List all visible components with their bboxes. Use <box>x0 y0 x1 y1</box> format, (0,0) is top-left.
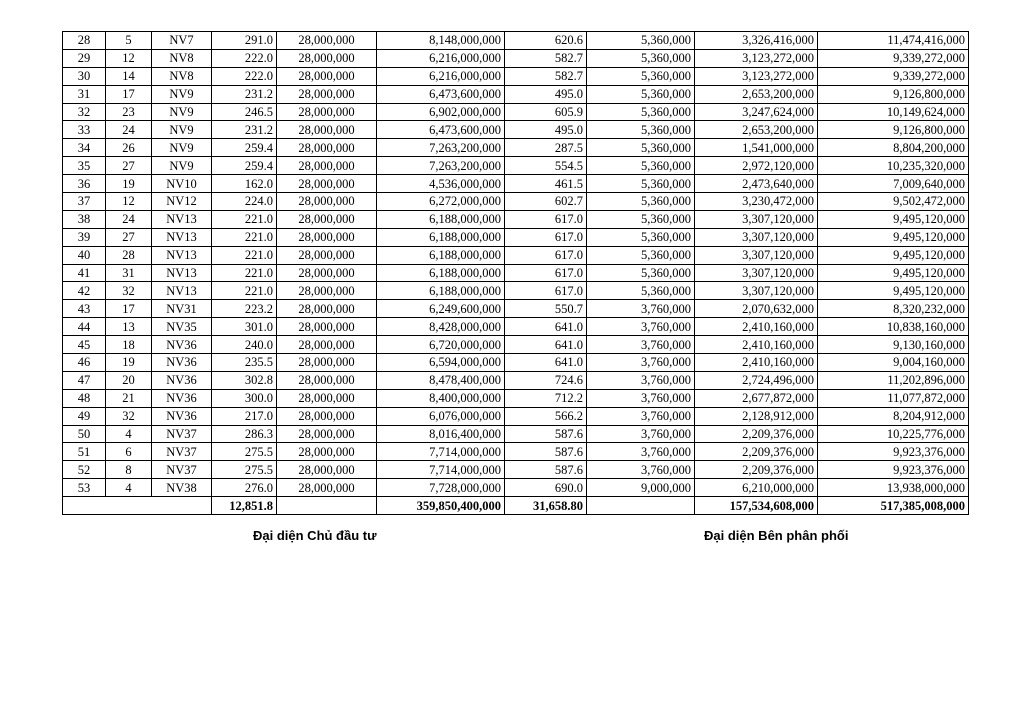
block-cell: NV9 <box>152 121 212 139</box>
built-value-cell: 2,473,640,000 <box>695 175 818 193</box>
built-area-cell: 461.5 <box>505 175 587 193</box>
built-area-cell: 554.5 <box>505 157 587 175</box>
lot-cell: 17 <box>106 300 152 318</box>
total-cell: 9,339,272,000 <box>818 67 969 85</box>
lot-cell: 23 <box>106 103 152 121</box>
total-cell: 8,204,912,000 <box>818 407 969 425</box>
stt-cell: 49 <box>63 407 106 425</box>
built-value-cell: 2,677,872,000 <box>695 389 818 407</box>
table-row <box>63 425 969 443</box>
built-area-cell: 287.5 <box>505 139 587 157</box>
built-area-cell: 495.0 <box>505 85 587 103</box>
land-value-cell: 6,216,000,000 <box>377 49 505 67</box>
stt-cell: 37 <box>63 193 106 211</box>
block-cell: NV12 <box>152 193 212 211</box>
lot-cell: 14 <box>106 67 152 85</box>
built-unit-price-cell: 5,360,000 <box>587 32 695 50</box>
total-cell: 10,225,776,000 <box>818 425 969 443</box>
table-row <box>63 443 969 461</box>
built-unit-price-cell: 3,760,000 <box>587 443 695 461</box>
built-value-cell: 3,307,120,000 <box>695 246 818 264</box>
built-value-cell: 2,209,376,000 <box>695 461 818 479</box>
total-empty-cell <box>277 497 377 515</box>
built-unit-price-cell: 3,760,000 <box>587 371 695 389</box>
block-cell: NV36 <box>152 371 212 389</box>
totals-row <box>63 497 969 515</box>
unit-price-cell: 28,000,000 <box>277 32 377 50</box>
built-value-cell: 2,410,160,000 <box>695 354 818 372</box>
lot-cell: 17 <box>106 85 152 103</box>
stt-cell: 29 <box>63 49 106 67</box>
block-cell: NV37 <box>152 425 212 443</box>
block-cell: NV9 <box>152 85 212 103</box>
built-unit-price-cell: 3,760,000 <box>587 461 695 479</box>
built-value-cell: 3,230,472,000 <box>695 193 818 211</box>
block-cell: NV9 <box>152 157 212 175</box>
built-value-cell: 2,972,120,000 <box>695 157 818 175</box>
built-area-cell: 690.0 <box>505 479 587 497</box>
block-cell: NV8 <box>152 67 212 85</box>
built-value-cell: 1,541,000,000 <box>695 139 818 157</box>
total-cell: 8,804,200,000 <box>818 139 969 157</box>
built-area-cell: 550.7 <box>505 300 587 318</box>
area-cell: 276.0 <box>212 479 277 497</box>
area-cell: 240.0 <box>212 336 277 354</box>
block-cell: NV13 <box>152 282 212 300</box>
totals-label-cell <box>63 497 212 515</box>
block-cell: NV13 <box>152 264 212 282</box>
land-value-cell: 6,188,000,000 <box>377 210 505 228</box>
total-empty-cell <box>587 497 695 515</box>
area-cell: 301.0 <box>212 318 277 336</box>
built-area-cell: 617.0 <box>505 228 587 246</box>
area-cell: 275.5 <box>212 461 277 479</box>
unit-price-cell: 28,000,000 <box>277 443 377 461</box>
stt-cell: 34 <box>63 139 106 157</box>
stt-cell: 43 <box>63 300 106 318</box>
lot-cell: 19 <box>106 175 152 193</box>
stt-cell: 53 <box>63 479 106 497</box>
area-cell: 275.5 <box>212 443 277 461</box>
unit-price-cell: 28,000,000 <box>277 354 377 372</box>
built-area-cell: 605.9 <box>505 103 587 121</box>
block-cell: NV38 <box>152 479 212 497</box>
land-value-cell: 8,016,400,000 <box>377 425 505 443</box>
block-cell: NV9 <box>152 103 212 121</box>
built-area-cell: 617.0 <box>505 246 587 264</box>
table-row <box>63 336 969 354</box>
stt-cell: 50 <box>63 425 106 443</box>
land-value-cell: 4,536,000,000 <box>377 175 505 193</box>
unit-price-cell: 28,000,000 <box>277 336 377 354</box>
built-unit-price-cell: 5,360,000 <box>587 193 695 211</box>
total-cell: 8,320,232,000 <box>818 300 969 318</box>
built-value-cell: 3,247,624,000 <box>695 103 818 121</box>
lot-cell: 8 <box>106 461 152 479</box>
total-cell: 9,130,160,000 <box>818 336 969 354</box>
block-cell: NV31 <box>152 300 212 318</box>
built-unit-price-cell: 5,360,000 <box>587 85 695 103</box>
block-cell: NV9 <box>152 139 212 157</box>
stt-cell: 35 <box>63 157 106 175</box>
area-cell: 235.5 <box>212 354 277 372</box>
built-value-cell: 3,307,120,000 <box>695 282 818 300</box>
built-unit-price-cell: 3,760,000 <box>587 425 695 443</box>
built-unit-price-cell: 9,000,000 <box>587 479 695 497</box>
built-area-cell: 495.0 <box>505 121 587 139</box>
built-unit-price-cell: 3,760,000 <box>587 300 695 318</box>
land-value-cell: 6,216,000,000 <box>377 67 505 85</box>
built-unit-price-cell: 3,760,000 <box>587 354 695 372</box>
area-cell: 286.3 <box>212 425 277 443</box>
unit-price-cell: 28,000,000 <box>277 228 377 246</box>
unit-price-cell: 28,000,000 <box>277 121 377 139</box>
built-value-cell: 2,410,160,000 <box>695 318 818 336</box>
built-value-cell: 3,326,416,000 <box>695 32 818 50</box>
table-row <box>63 49 969 67</box>
built-unit-price-cell: 5,360,000 <box>587 228 695 246</box>
unit-price-cell: 28,000,000 <box>277 479 377 497</box>
land-value-cell: 6,902,000,000 <box>377 103 505 121</box>
built-area-cell: 582.7 <box>505 67 587 85</box>
total-cell: 9,495,120,000 <box>818 228 969 246</box>
land-value-cell: 6,272,000,000 <box>377 193 505 211</box>
stt-cell: 39 <box>63 228 106 246</box>
unit-price-cell: 28,000,000 <box>277 139 377 157</box>
total-cell: 9,495,120,000 <box>818 210 969 228</box>
block-cell: NV36 <box>152 389 212 407</box>
unit-price-cell: 28,000,000 <box>277 49 377 67</box>
unit-price-cell: 28,000,000 <box>277 85 377 103</box>
table-row <box>63 228 969 246</box>
total-cell: 9,923,376,000 <box>818 461 969 479</box>
total-cell: 9,495,120,000 <box>818 282 969 300</box>
lot-cell: 26 <box>106 139 152 157</box>
land-value-cell: 8,400,000,000 <box>377 389 505 407</box>
land-value-cell: 8,428,000,000 <box>377 318 505 336</box>
stt-cell: 36 <box>63 175 106 193</box>
area-cell: 162.0 <box>212 175 277 193</box>
land-value-cell: 6,188,000,000 <box>377 228 505 246</box>
built-unit-price-cell: 5,360,000 <box>587 246 695 264</box>
built-unit-price-cell: 5,360,000 <box>587 103 695 121</box>
total-built-value: 157,534,608,000 <box>695 497 818 515</box>
area-cell: 291.0 <box>212 32 277 50</box>
land-value-cell: 6,594,000,000 <box>377 354 505 372</box>
table-row <box>63 210 969 228</box>
stt-cell: 42 <box>63 282 106 300</box>
lot-cell: 27 <box>106 157 152 175</box>
built-unit-price-cell: 3,760,000 <box>587 336 695 354</box>
lot-cell: 32 <box>106 282 152 300</box>
lot-cell: 32 <box>106 407 152 425</box>
total-cell: 9,004,160,000 <box>818 354 969 372</box>
land-value-cell: 6,188,000,000 <box>377 246 505 264</box>
unit-price-cell: 28,000,000 <box>277 371 377 389</box>
total-cell: 11,202,896,000 <box>818 371 969 389</box>
built-area-cell: 587.6 <box>505 425 587 443</box>
lot-cell: 5 <box>106 32 152 50</box>
stt-cell: 40 <box>63 246 106 264</box>
block-cell: NV36 <box>152 336 212 354</box>
unit-price-cell: 28,000,000 <box>277 407 377 425</box>
unit-price-cell: 28,000,000 <box>277 461 377 479</box>
stt-cell: 30 <box>63 67 106 85</box>
table-row <box>63 461 969 479</box>
land-value-cell: 6,188,000,000 <box>377 282 505 300</box>
unit-price-cell: 28,000,000 <box>277 300 377 318</box>
stt-cell: 44 <box>63 318 106 336</box>
land-value-cell: 6,473,600,000 <box>377 121 505 139</box>
block-cell: NV7 <box>152 32 212 50</box>
area-cell: 221.0 <box>212 228 277 246</box>
total-cell: 11,077,872,000 <box>818 389 969 407</box>
area-cell: 259.4 <box>212 157 277 175</box>
lot-cell: 28 <box>106 246 152 264</box>
unit-price-cell: 28,000,000 <box>277 318 377 336</box>
land-value-cell: 8,478,400,000 <box>377 371 505 389</box>
lot-cell: 4 <box>106 425 152 443</box>
built-unit-price-cell: 5,360,000 <box>587 175 695 193</box>
table-row <box>63 85 969 103</box>
stt-cell: 46 <box>63 354 106 372</box>
table-row <box>63 175 969 193</box>
stt-cell: 41 <box>63 264 106 282</box>
table-row <box>63 282 969 300</box>
lot-cell: 13 <box>106 318 152 336</box>
block-cell: NV36 <box>152 407 212 425</box>
table-row <box>63 300 969 318</box>
unit-price-cell: 28,000,000 <box>277 425 377 443</box>
land-value-cell: 7,728,000,000 <box>377 479 505 497</box>
lot-cell: 20 <box>106 371 152 389</box>
total-land-value: 359,850,400,000 <box>377 497 505 515</box>
total-cell: 13,938,000,000 <box>818 479 969 497</box>
block-cell: NV35 <box>152 318 212 336</box>
block-cell: NV8 <box>152 49 212 67</box>
built-value-cell: 6,210,000,000 <box>695 479 818 497</box>
built-area-cell: 620.6 <box>505 32 587 50</box>
total-area: 12,851.8 <box>212 497 277 515</box>
land-value-cell: 8,148,000,000 <box>377 32 505 50</box>
table-row <box>63 354 969 372</box>
total-cell: 9,502,472,000 <box>818 193 969 211</box>
built-value-cell: 3,307,120,000 <box>695 210 818 228</box>
built-value-cell: 2,724,496,000 <box>695 371 818 389</box>
table-row <box>63 318 969 336</box>
table-row <box>63 121 969 139</box>
land-value-cell: 6,076,000,000 <box>377 407 505 425</box>
area-cell: 259.4 <box>212 139 277 157</box>
built-unit-price-cell: 5,360,000 <box>587 282 695 300</box>
built-area-cell: 582.7 <box>505 49 587 67</box>
total-cell: 9,495,120,000 <box>818 246 969 264</box>
total-cell: 10,149,624,000 <box>818 103 969 121</box>
stt-cell: 47 <box>63 371 106 389</box>
total-grand: 517,385,008,000 <box>818 497 969 515</box>
block-cell: NV10 <box>152 175 212 193</box>
land-value-cell: 6,473,600,000 <box>377 85 505 103</box>
built-unit-price-cell: 5,360,000 <box>587 49 695 67</box>
built-unit-price-cell: 3,760,000 <box>587 318 695 336</box>
table-row <box>63 157 969 175</box>
area-cell: 246.5 <box>212 103 277 121</box>
stt-cell: 45 <box>63 336 106 354</box>
built-area-cell: 617.0 <box>505 282 587 300</box>
lot-cell: 19 <box>106 354 152 372</box>
built-unit-price-cell: 5,360,000 <box>587 264 695 282</box>
built-unit-price-cell: 5,360,000 <box>587 121 695 139</box>
area-cell: 221.0 <box>212 210 277 228</box>
built-area-cell: 641.0 <box>505 318 587 336</box>
built-value-cell: 3,123,272,000 <box>695 49 818 67</box>
unit-price-cell: 28,000,000 <box>277 389 377 407</box>
unit-price-cell: 28,000,000 <box>277 193 377 211</box>
built-unit-price-cell: 5,360,000 <box>587 210 695 228</box>
stt-cell: 33 <box>63 121 106 139</box>
table-row <box>63 371 969 389</box>
lot-cell: 24 <box>106 121 152 139</box>
area-cell: 224.0 <box>212 193 277 211</box>
unit-price-cell: 28,000,000 <box>277 246 377 264</box>
built-unit-price-cell: 3,760,000 <box>587 389 695 407</box>
built-value-cell: 3,307,120,000 <box>695 264 818 282</box>
table-row <box>63 193 969 211</box>
built-area-cell: 712.2 <box>505 389 587 407</box>
built-value-cell: 2,128,912,000 <box>695 407 818 425</box>
unit-price-cell: 28,000,000 <box>277 175 377 193</box>
total-cell: 9,495,120,000 <box>818 264 969 282</box>
area-cell: 223.2 <box>212 300 277 318</box>
built-area-cell: 641.0 <box>505 336 587 354</box>
area-cell: 222.0 <box>212 67 277 85</box>
total-cell: 10,838,160,000 <box>818 318 969 336</box>
lot-cell: 6 <box>106 443 152 461</box>
total-cell: 9,923,376,000 <box>818 443 969 461</box>
table-row <box>63 246 969 264</box>
built-value-cell: 3,123,272,000 <box>695 67 818 85</box>
unit-price-cell: 28,000,000 <box>277 67 377 85</box>
table-row <box>63 139 969 157</box>
unit-price-cell: 28,000,000 <box>277 264 377 282</box>
built-value-cell: 2,070,632,000 <box>695 300 818 318</box>
signature-investor: Đại diện Chủ đầu tư <box>253 528 377 543</box>
built-value-cell: 2,410,160,000 <box>695 336 818 354</box>
land-value-cell: 6,249,600,000 <box>377 300 505 318</box>
total-cell: 7,009,640,000 <box>818 175 969 193</box>
block-cell: NV13 <box>152 228 212 246</box>
unit-price-cell: 28,000,000 <box>277 282 377 300</box>
data-table <box>62 31 969 515</box>
block-cell: NV36 <box>152 354 212 372</box>
stt-cell: 48 <box>63 389 106 407</box>
unit-price-cell: 28,000,000 <box>277 210 377 228</box>
built-area-cell: 617.0 <box>505 210 587 228</box>
built-area-cell: 641.0 <box>505 354 587 372</box>
built-area-cell: 617.0 <box>505 264 587 282</box>
table-row <box>63 407 969 425</box>
land-value-cell: 7,714,000,000 <box>377 443 505 461</box>
table-row <box>63 389 969 407</box>
total-cell: 9,126,800,000 <box>818 121 969 139</box>
built-unit-price-cell: 5,360,000 <box>587 67 695 85</box>
built-area-cell: 587.6 <box>505 461 587 479</box>
table-row <box>63 67 969 85</box>
unit-price-cell: 28,000,000 <box>277 157 377 175</box>
area-cell: 300.0 <box>212 389 277 407</box>
area-cell: 221.0 <box>212 264 277 282</box>
table-row <box>63 479 969 497</box>
signature-distributor: Đại diện Bên phân phối <box>704 528 849 543</box>
built-value-cell: 2,209,376,000 <box>695 425 818 443</box>
built-area-cell: 587.6 <box>505 443 587 461</box>
land-value-cell: 6,720,000,000 <box>377 336 505 354</box>
built-area-cell: 724.6 <box>505 371 587 389</box>
area-cell: 221.0 <box>212 282 277 300</box>
lot-cell: 21 <box>106 389 152 407</box>
built-unit-price-cell: 3,760,000 <box>587 407 695 425</box>
area-cell: 217.0 <box>212 407 277 425</box>
built-value-cell: 2,653,200,000 <box>695 121 818 139</box>
block-cell: NV37 <box>152 443 212 461</box>
land-value-cell: 6,188,000,000 <box>377 264 505 282</box>
total-cell: 9,126,800,000 <box>818 85 969 103</box>
built-value-cell: 2,653,200,000 <box>695 85 818 103</box>
area-cell: 231.2 <box>212 85 277 103</box>
table-row <box>63 103 969 121</box>
total-cell: 9,339,272,000 <box>818 49 969 67</box>
land-value-cell: 7,263,200,000 <box>377 139 505 157</box>
unit-price-cell: 28,000,000 <box>277 103 377 121</box>
land-value-cell: 7,263,200,000 <box>377 157 505 175</box>
area-cell: 231.2 <box>212 121 277 139</box>
built-area-cell: 602.7 <box>505 193 587 211</box>
total-cell: 10,235,320,000 <box>818 157 969 175</box>
area-cell: 302.8 <box>212 371 277 389</box>
lot-cell: 24 <box>106 210 152 228</box>
total-built-area: 31,658.80 <box>505 497 587 515</box>
built-value-cell: 3,307,120,000 <box>695 228 818 246</box>
built-area-cell: 566.2 <box>505 407 587 425</box>
table-row <box>63 32 969 50</box>
built-unit-price-cell: 5,360,000 <box>587 139 695 157</box>
area-cell: 221.0 <box>212 246 277 264</box>
built-unit-price-cell: 5,360,000 <box>587 157 695 175</box>
block-cell: NV37 <box>152 461 212 479</box>
lot-cell: 12 <box>106 49 152 67</box>
total-cell: 11,474,416,000 <box>818 32 969 50</box>
stt-cell: 28 <box>63 32 106 50</box>
stt-cell: 38 <box>63 210 106 228</box>
table-body <box>63 32 969 497</box>
lot-cell: 31 <box>106 264 152 282</box>
built-value-cell: 2,209,376,000 <box>695 443 818 461</box>
table-row <box>63 264 969 282</box>
block-cell: NV13 <box>152 210 212 228</box>
lot-cell: 12 <box>106 193 152 211</box>
block-cell: NV13 <box>152 246 212 264</box>
stt-cell: 31 <box>63 85 106 103</box>
lot-cell: 4 <box>106 479 152 497</box>
land-value-cell: 7,714,000,000 <box>377 461 505 479</box>
stt-cell: 52 <box>63 461 106 479</box>
lot-cell: 27 <box>106 228 152 246</box>
stt-cell: 51 <box>63 443 106 461</box>
lot-cell: 18 <box>106 336 152 354</box>
stt-cell: 32 <box>63 103 106 121</box>
area-cell: 222.0 <box>212 49 277 67</box>
